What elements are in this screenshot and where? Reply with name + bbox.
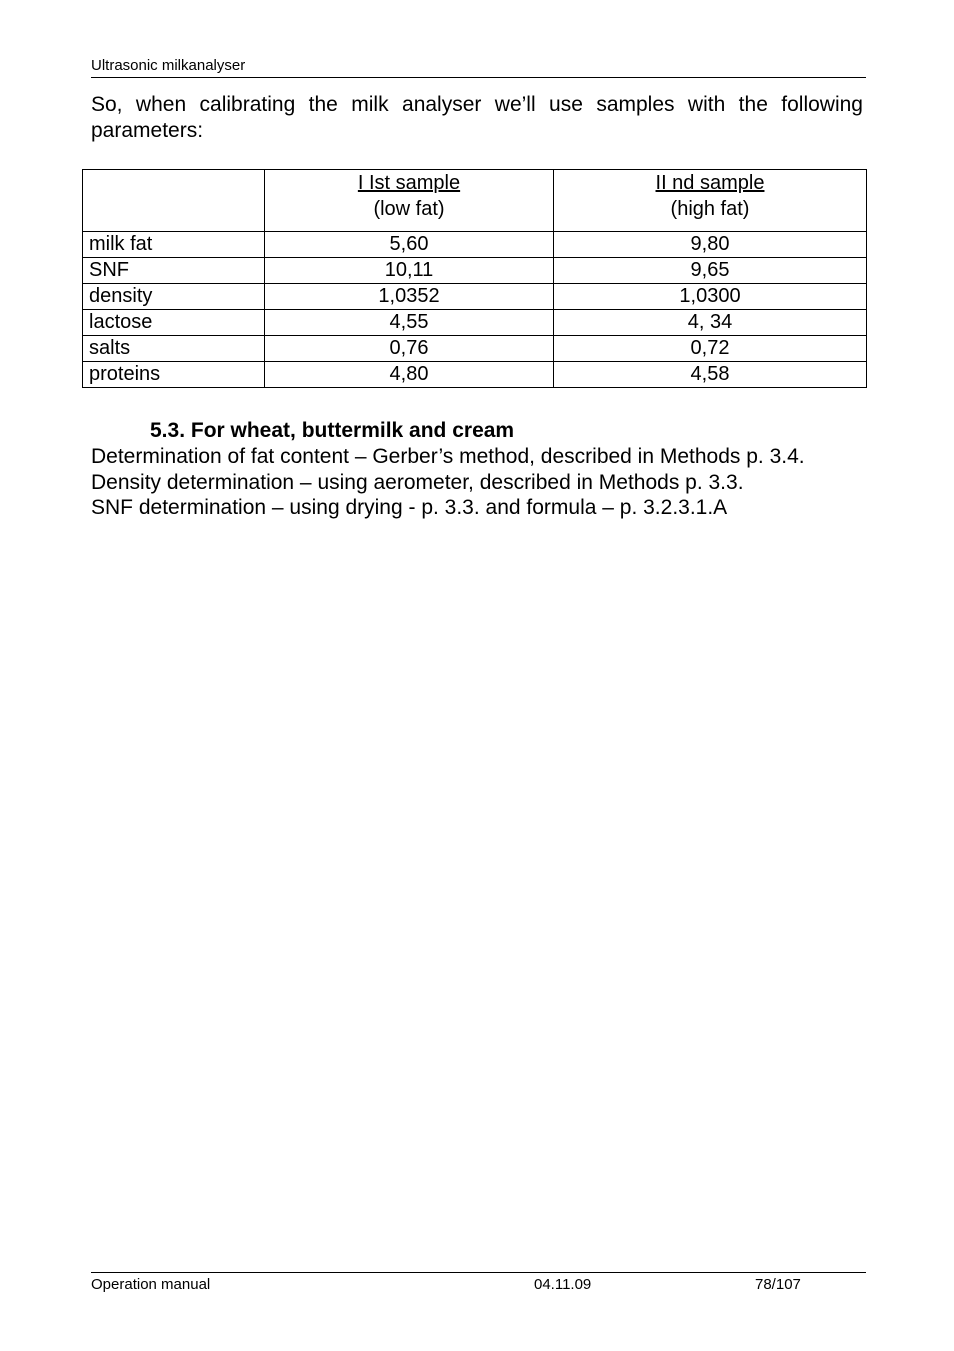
row-label: lactose [83, 310, 265, 336]
section-body [91, 444, 871, 521]
row-value-2: 0,72 [554, 336, 867, 362]
row-label: density [83, 284, 265, 310]
header-sample-1 [265, 170, 554, 232]
sample-2-title: II nd sample [655, 172, 765, 194]
header-title: Ultrasonic milkanalyser [91, 57, 246, 74]
intro-paragraph: So, when calibrating the milk analyser we’ll use samples with the following parameters: [91, 93, 863, 142]
header-empty-cell [83, 170, 265, 232]
sample-1-title: I Ist sample [357, 172, 461, 194]
row-value-1: 10,11 [265, 258, 554, 284]
row-label: salts [83, 336, 265, 362]
row-value-1: 4,55 [265, 310, 554, 336]
row-value-2: 9,80 [554, 232, 867, 258]
table-header-row [83, 170, 867, 232]
table-row [83, 258, 867, 284]
table-row [83, 336, 867, 362]
row-value-2: 1,0300 [554, 284, 867, 310]
table-row [83, 362, 867, 388]
row-value-1: 5,60 [265, 232, 554, 258]
page-header [91, 57, 866, 78]
row-value-2: 9,65 [554, 258, 867, 284]
row-value-2: 4,58 [554, 362, 867, 388]
calibration-table [82, 169, 867, 388]
row-value-1: 4,80 [265, 362, 554, 388]
row-label: SNF [83, 258, 265, 284]
header-sample-2 [554, 170, 867, 232]
table-row [83, 310, 867, 336]
row-label: milk fat [83, 232, 265, 258]
row-label: proteins [83, 362, 265, 388]
row-value-1: 0,76 [265, 336, 554, 362]
footer-doc-name: Operation manual [91, 1276, 211, 1293]
footer-date: 04.11.09 [534, 1276, 592, 1293]
sample-1-subtitle: (low fat) [373, 198, 445, 220]
body-line: Determination of fat content – Gerber’s method, described in Methods p. 3.4. [91, 445, 805, 468]
table-row [83, 232, 867, 258]
page-footer [91, 1272, 866, 1295]
footer-page-number: 78/107 [755, 1276, 801, 1293]
sample-2-subtitle: (high fat) [670, 198, 750, 220]
table-row [83, 284, 867, 310]
body-line: SNF determination – using drying - p. 3.3. and formula – p. 3.2.3.1.A [91, 496, 728, 519]
row-value-1: 1,0352 [265, 284, 554, 310]
body-line: Density determination – using aerometer, described in Methods p. 3.3. [91, 470, 744, 494]
section-heading: 5.3. For wheat, buttermilk and cream [150, 419, 515, 442]
row-value-2: 4, 34 [554, 310, 867, 336]
